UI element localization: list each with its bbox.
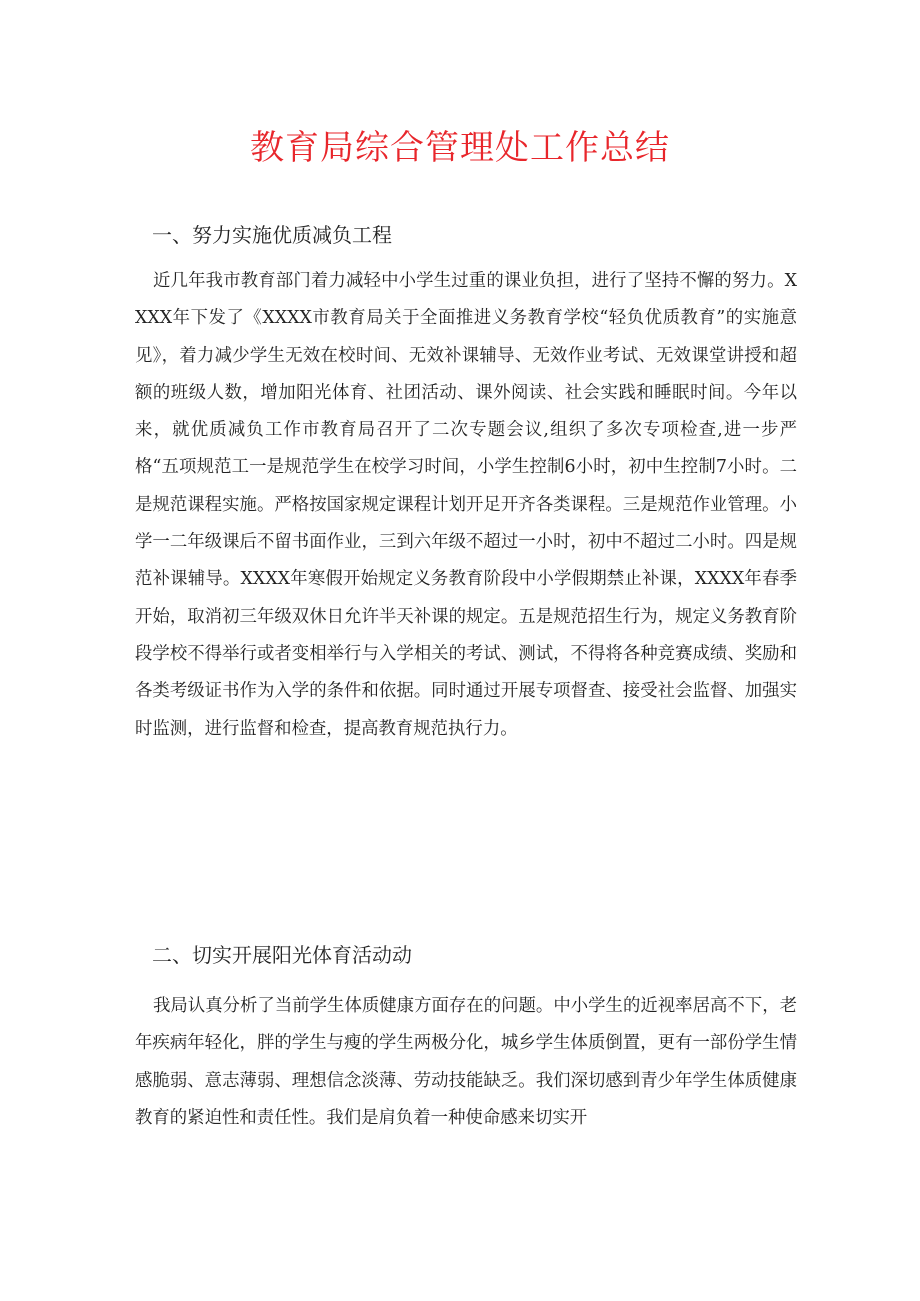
document-title: 教育局综合管理处工作总结: [250, 128, 670, 168]
section-heading-2: 二、切实开展阳光体育活动动: [152, 943, 412, 967]
paragraph-text: 近几年我市教育部门着力减轻中小学生过重的课业负担，进行了坚持不懈的努力。XXXX年下发了《XXXX市教育局关于全面推进义务教育学校“轻负优质教育”的实施意见》，着力减少学生无效在校时间、无效补课辅导、无效作业考试、无效课堂讲授和超额的班级人数，增加阳光体育、社团活动、课外阅读、社会实践和睡眠时间。今年以来，就优质减负工作市教育局召开了二次专题会议,组织了多次专项检查,进一步严格“五项规范工一是规范学生在校学习时间，小学生控制6小时，初中生控制7小时。二是规范课程实施。严格按国家规定课程计划开足开齐各类课程。三是规范作业管理。小学一二年级课后不留书面作业，三到六年级不超过一小时，初中不超过二小时。四是规范补课辅导。XXXX年寒假开始规定义务教育阶段中小学假期禁止补课，XXXX年春季开始，取消初三年级双休日允许半天补课的规定。五是规范招生行为，规定义务教育阶段学校不得举行或者变相举行与入学相关的考试、测试，不得将各种竞赛成绩、奖励和各类考级证书作为入学的条件和依据。同时通过开展专项督查、接受社会监督、加强实时监测，进行监督和检查，提高教育规范执行力。: [135, 271, 797, 739]
section-heading-1: 一、努力实施优质减负工程: [152, 223, 392, 247]
section-paragraph-2: [135, 988, 797, 1137]
paragraph-text: 我局认真分析了当前学生体质健康方面存在的问题。中小学生的近视率居高不下，老年疾病年轻化，胖的学生与瘦的学生两极分化，城乡学生体质倒置，更有一部份学生情感脆弱、意志薄弱、理想信念淡薄、劳动技能缺乏。我们深切感到青少年学生体质健康教育的紧迫性和责任性。我们是肩负着一种使命感来切实开: [135, 996, 797, 1128]
section-paragraph-1: [135, 263, 797, 748]
